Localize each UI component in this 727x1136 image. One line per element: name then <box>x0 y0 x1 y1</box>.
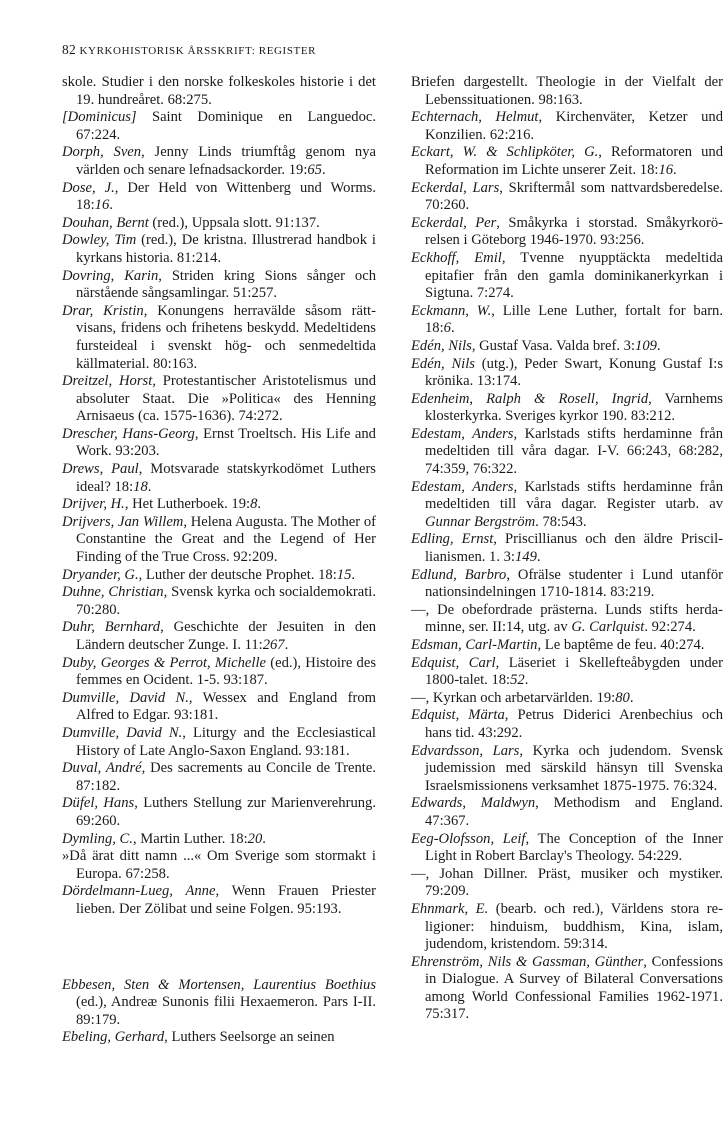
index-entry <box>62 760 376 795</box>
entry-author: Edén, Nils <box>411 337 472 354</box>
entry-text: , Kyrka och judendom. Svensk judemission med särskild hänsyn till Svenska Israelsmissionens verksamhet 1875-1975. 76:324. <box>425 742 723 794</box>
entry-ref: 65 <box>307 161 322 178</box>
entry-text: , Jenny Linds triumftåg genom nya världen och senare lefnadsackorder. 19: <box>76 144 376 178</box>
entry-editor: G. Carlquist <box>571 619 645 636</box>
index-entry <box>62 848 376 883</box>
entry-end: . <box>450 320 455 337</box>
index-entry <box>411 109 723 144</box>
index-entry <box>62 977 376 1030</box>
entry-text: —, De obefordrade prästerna. Lunds stifts herdaminne, ser. II:14, utg. av <box>411 601 723 636</box>
entry-text: (bearb. och red.), Världens stora religioner: hinduism, buddhism, Kina, islam, judendom, kristendom. 59:314. <box>425 900 723 953</box>
entry-text: (ed.), Histoire des femmes en Ocident. 1-5. 93:187. <box>76 654 376 689</box>
index-entry <box>62 268 376 303</box>
entry-text: , Des sacrements au Concile de Trente. 87:182. <box>76 760 376 794</box>
index-entry <box>62 232 376 267</box>
entry-author: Eckmann, W. <box>411 302 492 319</box>
entry-text: (ed.), Andreæ Sunonis filii Hexaemeron. Pars I-II. 89:179. <box>76 994 376 1028</box>
entry-text: skole. Studier i den norske folkeskoles historie i det 19. hundreåret. 68:275. <box>62 74 376 108</box>
entry-author: Edquist, Carl <box>411 654 496 671</box>
entry-ref: 6 <box>443 320 451 337</box>
index-entry <box>411 901 723 954</box>
entry-author: Dumville, David N. <box>62 689 189 706</box>
entry-author: Duval, André <box>62 760 142 777</box>
entry-end: . <box>629 689 634 706</box>
entry-text: Saint Dominique en Languedoc. 67:224. <box>76 109 376 143</box>
entry-text: , Karlstads stifts herdaminne från medeltiden till våra dagar. Register utarb. av <box>425 478 723 513</box>
entry-author: Drar, Kristin <box>62 302 144 319</box>
entry-text: , Der Held von Wittenberg und Worms. 18: <box>76 179 376 214</box>
index-entry <box>62 74 376 109</box>
entry-ref: 8 <box>250 496 258 513</box>
entry-author: Edestam, Anders <box>411 478 514 495</box>
entry-text: , Ernst Troeltsch. His Life and Work. 93:203. <box>76 425 376 460</box>
entry-end: . <box>284 637 289 653</box>
entry-text: , Varnhems klosterkyrka. Sveriges kyrkor 190. 83:212. <box>425 390 723 425</box>
entry-text: , Lille Lene Luther, fortalt for barn. 18: <box>425 302 724 337</box>
index-entry <box>411 180 723 215</box>
index-entry <box>411 866 723 901</box>
entry-text: , Läseriet i Skellefteåbygden under 1800-talet. 18: <box>425 654 724 689</box>
entry-author: Douhan, Bernt <box>62 214 149 231</box>
entry-text: , Reformatoren und Reformation im Lichte unserer Zeit. 18: <box>425 144 723 178</box>
entry-text: , Småkyrka i storstad. Småkyrkorörelsen i Göteborg 1946-1970. 93:256. <box>425 214 723 249</box>
index-entry <box>62 461 376 496</box>
entry-text: , Svensk kyrka och socialdemokrati. 70:280. <box>76 584 377 618</box>
entry-end: . 92:274. <box>644 619 696 636</box>
entry-text: —, Kyrkan och arbetarvärlden. 19: <box>411 689 616 706</box>
entry-author: Edwards, Maldwyn <box>411 795 536 812</box>
entry-ref: 109 <box>635 337 657 354</box>
entry-end: . <box>109 197 113 214</box>
entry-author: Drews, Paul <box>62 461 139 478</box>
index-entry <box>62 690 376 725</box>
index-entry <box>411 74 723 109</box>
entry-author: Dorph, Sven <box>62 144 142 161</box>
index-entry <box>62 567 376 585</box>
entry-text: , Luthers Stellung zur Marienverehrung. 69:260. <box>76 795 376 829</box>
right-column <box>411 74 723 1024</box>
entry-end: . <box>536 549 541 566</box>
entry-author: Ehnmark, E. <box>411 900 489 917</box>
entry-end: . <box>262 830 266 847</box>
entry-end: . <box>673 161 677 178</box>
entry-text: , Luthers Seelsorge an seinen <box>164 1029 335 1046</box>
letter-gap <box>62 919 376 977</box>
index-entry <box>411 567 723 602</box>
index-entry <box>62 496 376 514</box>
index-entry <box>62 883 376 918</box>
entry-text: , Skriftermål som nattvardsberedelse. 70:260. <box>425 179 724 214</box>
entry-text: , Karlstads stifts herdaminne från medeltiden till våra dagar. I-V. 66:243, 68:282, 74:359, 76:322. <box>425 425 723 478</box>
entry-text: , Wenn Frauen Priester lieben. Der Zölibat und seine Folgen. 95:193. <box>76 883 376 917</box>
entry-text: , Motsvarade statskyrkodömet Luthers ideal? 18: <box>76 461 376 495</box>
left-column <box>62 74 376 1047</box>
index-entry <box>411 303 723 338</box>
entry-text: , Protestantischer Aristotelismus und absoluter Staat. Die »Politica« des Henning Arnisaeus (ca. 1575-1636). 74:272. <box>76 373 376 425</box>
index-entry <box>411 707 723 742</box>
index-entry <box>411 426 723 479</box>
entry-author: Duhne, Christian <box>62 584 164 601</box>
index-entry <box>62 584 376 619</box>
entry-author: Eckhoff, Emil <box>411 249 502 266</box>
entry-text: , Striden kring Sions sånger och närstående sångsamlingar. 51:257. <box>76 267 376 302</box>
index-entry <box>411 250 723 303</box>
index-entry <box>411 602 723 637</box>
entry-author: Dryander, G. <box>62 566 139 583</box>
entry-text: , Le baptême de feu. 40:274. <box>537 637 705 653</box>
index-entry <box>411 831 723 866</box>
entry-ref: 18 <box>133 478 148 495</box>
entry-text: , Gustaf Vasa. Valda bref. 3: <box>471 337 636 354</box>
entry-author: Duby, Georges & Perrot, Michelle <box>62 654 266 671</box>
entry-author: [Dominicus] <box>62 109 137 126</box>
entry-text: , Geschichte der Jesuiten in den Ländern deutscher Zunge. I. 11: <box>76 619 376 653</box>
entry-ref: 16 <box>658 161 674 178</box>
entry-author: Dreitzel, Horst <box>62 373 153 390</box>
entry-author: Edén, Nils <box>411 355 475 372</box>
entry-author: Edquist, Märta <box>411 707 505 724</box>
entry-text: , Tvenne nyupptäckta medeltida epitafier från den gamla dominikanerkyrkan i Sigtuna. 7:274. <box>425 249 723 302</box>
index-entry <box>411 144 723 179</box>
index-entry <box>411 795 723 830</box>
entry-text: , Konungens herravälde såsom rättvisans, fridens och frihetens beskydd. Medeltidens fursteideal i svenskt hög- och senmedeltida källmaterial. 80:163. <box>76 302 376 372</box>
entry-text: , Methodism and England. 47:367. <box>425 795 724 829</box>
entry-text: , Confessions in Dialogue. A Survey of Bilateral Conversations among World Confessional Families 1962-1971. 75:317. <box>425 953 723 1023</box>
entry-author: Ehrenström, Nils & Gassman, Günther <box>411 953 644 970</box>
index-entry <box>411 655 723 690</box>
index-entry <box>411 391 723 426</box>
entry-author: Düfel, Hans <box>62 795 135 812</box>
entry-author: Dördelmann-Lueg, Anne <box>62 883 216 900</box>
entry-author: Eeg-Olofsson, Leif <box>411 830 526 847</box>
index-entry <box>62 215 376 233</box>
entry-ref: 15 <box>336 566 352 583</box>
entry-author: Eckart, W. & Schlipköter, G. <box>411 144 599 161</box>
entry-author: Edvardsson, Lars <box>411 742 520 759</box>
page-number: 82 <box>62 42 76 57</box>
index-entry <box>62 426 376 461</box>
index-entry <box>62 373 376 426</box>
entry-author: Echternach, Helmut <box>411 109 539 126</box>
entry-text: »Då ärat ditt namn ...« Om Sverige som stormakt i Europa. 67:258. <box>62 848 376 882</box>
entry-author: Dymling, C. <box>62 830 133 847</box>
index-entry <box>411 338 723 356</box>
entry-author: Dose, J. <box>62 179 115 196</box>
index-entry <box>62 303 376 373</box>
entry-text: , Wessex and England from Alfred to Edgar. 93:181. <box>76 689 376 724</box>
entry-author: Edenheim, Ralph & Rosell, Ingrid <box>411 390 649 407</box>
entry-ref: 80 <box>615 689 630 706</box>
entry-end: . <box>524 672 529 689</box>
entry-author: Drijvers, Jan Willem <box>62 513 184 530</box>
entry-text: , Luther der deutsche Prophet. 18: <box>138 566 337 583</box>
entry-end: . <box>147 478 152 495</box>
entry-text: (red.), Uppsala slott. 91:137. <box>148 214 320 231</box>
entry-end: . <box>351 566 356 583</box>
entry-ref: 52 <box>510 672 525 689</box>
entry-text: , Liturgy and the Ecclesiastical History of Late Anglo-Saxon England. 93:181. <box>76 724 376 759</box>
entry-author: Dowley, Tim <box>62 232 137 249</box>
index-entry <box>411 954 723 1024</box>
entry-ref: 16 <box>94 197 110 214</box>
entry-author: Ebbesen, Sten & Mortensen, Laurentius Boethius <box>62 976 376 993</box>
entry-end: . 78:543. <box>535 513 587 530</box>
page-header <box>62 42 316 58</box>
entry-author: Duhr, Bernhard <box>62 619 161 636</box>
entry-text: —, Johan Dillner. Präst, musiker och mystiker. 79:209. <box>411 865 723 900</box>
entry-text: , Het Lutherboek. 19: <box>124 496 251 513</box>
index-entry <box>62 619 376 654</box>
index-entry <box>62 1029 376 1047</box>
index-entry <box>62 144 376 179</box>
index-entry <box>62 725 376 760</box>
entry-author: Dovring, Karin <box>62 267 159 284</box>
entry-ref: 20 <box>247 830 263 847</box>
index-entry <box>411 215 723 250</box>
index-entry <box>62 109 376 144</box>
entry-text: , Petrus Diderici Arenbechius och hans tid. 43:292. <box>425 707 724 741</box>
entry-author: Drescher, Hans-Georg <box>62 425 195 442</box>
entry-text: , The Conception of the Inner Light in Robert Barclay's Theology. 54:229. <box>425 830 724 865</box>
index-entry <box>62 795 376 830</box>
index-entry <box>411 356 723 391</box>
entry-author: Edestam, Anders <box>411 425 514 442</box>
index-entry <box>411 743 723 796</box>
entry-end: . <box>257 496 262 513</box>
entry-author: Edsman, Carl-Martin <box>411 637 538 653</box>
index-entry <box>62 831 376 849</box>
entry-text: , Priscillianus och den äldre Priscillianismen. 1. 3: <box>425 531 723 566</box>
entry-author: Dumville, David N. <box>62 724 183 741</box>
entry-end: . <box>656 337 661 354</box>
entry-ref: 149 <box>515 549 537 566</box>
entry-end: . <box>321 161 326 178</box>
entry-author: Ebeling, Gerhard <box>62 1029 165 1046</box>
entry-text: , Martin Luther. 18: <box>132 830 248 847</box>
entry-author: Edling, Ernst <box>411 531 494 548</box>
entry-author: Edlund, Barbro <box>411 566 507 583</box>
entry-text: , Helena Augusta. The Mother of Constantine the Great and the Legend of Her Finding of the True Cross. 92:209. <box>76 513 376 566</box>
entry-ref: 267 <box>262 637 285 653</box>
entry-text: , Kirchenväter, Ketzer und Konzilien. 62:216. <box>425 109 723 143</box>
index-entry <box>62 514 376 567</box>
entry-text: (utg.), Peder Swart, Konung Gustaf I:s krönika. 13:174. <box>425 355 723 390</box>
index-entry <box>411 531 723 566</box>
entry-text: , Ofrälse studenter i Lund utanför nationsindelningen 1710-1814. 83:219. <box>425 566 723 601</box>
entry-text: (red.), De kristna. Illustrerad handbok i kyrkans historia. 81:214. <box>76 232 376 266</box>
index-entry <box>411 690 723 708</box>
index-entry <box>62 180 376 215</box>
index-entry <box>411 479 723 532</box>
entry-author: Eckerdal, Lars <box>411 179 500 196</box>
index-entry <box>62 655 376 690</box>
index-entry <box>411 637 723 655</box>
running-title: KYRKOHISTORISK ÅRSSKRIFT: REGISTER <box>79 45 317 57</box>
entry-author: Drijver, H. <box>62 496 125 513</box>
entry-text: Briefen dargestellt. Theologie in der Vielfalt der Lebenssituationen. 98:163. <box>411 74 723 108</box>
entry-author: Eckerdal, Per <box>411 214 497 231</box>
entry-editor: Gunnar Bergström <box>425 513 536 530</box>
